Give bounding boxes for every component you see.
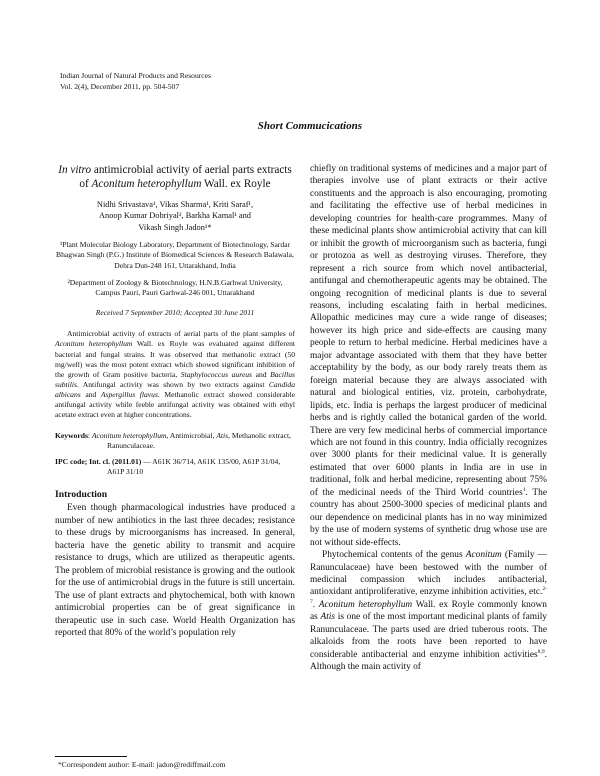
footnote-divider: [55, 756, 127, 757]
abstract: [55, 329, 295, 420]
keyword: Aconitum heterophyllum: [91, 430, 167, 440]
keywords-label: Keywords: [55, 430, 88, 440]
keyword: , Methanolic extract, Ranunculaceae.: [107, 430, 291, 450]
title-mid: antimicrobial activity of aerial parts extracts of: [79, 164, 292, 190]
body-text: . Although the main activity of: [310, 649, 547, 673]
citation: 2-7: [310, 586, 547, 605]
keywords-colon: :: [87, 430, 92, 440]
section-type: Short Commucications: [257, 120, 362, 132]
keyword: , Antimicrobial,: [166, 430, 217, 440]
common-name: Atis: [320, 612, 336, 623]
ipc-label: IPC code; Int. cl. (2011.01): [55, 457, 142, 467]
abstract-text: and: [252, 369, 271, 379]
body-text: Wall. ex Royle commonly known as: [310, 599, 547, 623]
affiliation-2: ²Department of Zoology & Biotechnology, H.N.B.Garhwal University, Campus Pauri, Pauri Garhwal-246 001, Uttarakhand: [67, 277, 283, 298]
introduction-heading: Introduction: [55, 489, 108, 501]
introduction-text: Even though pharmacological industries have produced a number of new antibiotics in the last three decades; resistance to these drugs by microorganisms has increased. In general, bacteria have the genetic ability to transmit and acquire resistance to drugs, which are utilized as therapeutic agents. The problem of microbial resistance is growing and the outlook for the use of antimicrobial drugs in the future is still uncertain. The use of plant extracts and phytochemical, both with known antimicrobial properties can be of great significance in therapeutic use in such case. World Health Organization has reported that 80% of the world’s population rely: [55, 503, 295, 638]
abstract-text: . Antifungal activity was shown by two extracts against: [76, 380, 269, 390]
abstract-fungus: Candida albicans: [55, 380, 295, 400]
abstract-text: Wall. ex Royle was evaluated against different bacterial and fungal strains. It was observed that methanolic extract (50 mg/well) was the most potent extract which showed significant inhibition of the growth of Gram positive bacteria,: [55, 339, 295, 379]
right-column: [310, 163, 547, 674]
abstract-text: Antimicrobial activity of extracts of aerial parts of the plant samples of: [67, 329, 295, 339]
body-text: is one of the most important medicinal plants of family Ranunculaceae. The parts used are dried tuberous roots. The alkaloids from the roots have been reported to have considerable antibacterial and enzyme inhibition activities: [310, 612, 547, 660]
authors-line-2: Anoop Kumar Dobriyal², Barkha Kamal¹ and: [98, 211, 251, 221]
keywords: [55, 431, 295, 451]
abstract-bacteria: Bacillus subtilis: [55, 369, 295, 390]
body-text: chiefly on traditional systems of medicines and a major part of therapies involve use of plant extracts or their active constituents and the approach is also encouraging, promoting and facilitating the effective use of herbal medicines in developing countries for health-care programmes. Many of these medicinal plants show antimicrobial activity that can kill or inhibit the growth of microorganism such as bacteria, fungi or protozoa as well as destroying viruses. Therefore, they represent a rich source from which novel antibacterial, antifungal and chemotherapeutic agents may be obtained. The ongoing recognition of medicinal plants is due to several reasons, including escalating faith in herbal medicines. Allopathic medicines may cure a wide range of diseases; however its high price and side-effects are causing many people to return to herbal medicine. Herbal medicines have a major advantage associated with them that they have better acceptability by the body, as our body rarely treats them as foreign material because they are always associated with natural and biological entities, viz. protein, carbohydrate, lipids, etc. India is perhaps the largest producer of medicinal herbs and is rightly called the botanical garden of the world. There are very few medicinal herbs of commercial importance which are not found in this country. India officially recognizes over 3000 plants for their medicinal value. It is generally estimated that over 6000 plants in India are in use in traditional, folk and herbal medicine, representing about 75% of the medicinal needs of the Third World countries: [310, 164, 547, 498]
title-end: Wall. ex Royle: [201, 178, 271, 190]
abstract-species: Aconitum heterophyllum: [55, 339, 133, 349]
correspondence-footnote: *Correspondent author: E-mail: jadon@rediffmail.com: [58, 760, 226, 769]
ipc-code: [55, 457, 295, 477]
journal-header: [60, 70, 211, 92]
title-italic: In vitro: [58, 164, 92, 176]
citation: 1: [522, 486, 526, 493]
article-title: [55, 163, 295, 191]
affiliation-1: ¹Plant Molecular Biology Laboratory, Department of Biotechnology, Sardar Bhagwan Singh (P.G.) Institute of Biomedical Sciences & Research Balawala, Dehra Dun-248 161, Uttarakhand, India: [56, 240, 294, 270]
body-text: Phytochemical contents of the genus: [322, 550, 466, 561]
ipc-value: — A61K 36/714, A61K 135/00, A61P 31/04, A61P 31/10: [107, 457, 281, 477]
abstract-bacteria: Staphylococcus aureus: [180, 369, 252, 379]
abstract-text: . Methanolic extract showed considerable antifungal activity while feeble antifungal activity was obtained with ethyl acetate extract even at higher concentrations.: [55, 390, 295, 420]
body-paragraph-1: [310, 163, 547, 549]
species-name: Aconitum heterophyllum: [318, 599, 413, 610]
left-column: [55, 163, 295, 639]
body-text: . The country has about 2500-3000 species of medicinal plants and our dependence on medicinal plants has in no way minimized by the use of modern systems of synthetic drug whose use are not without side-effects.: [310, 487, 548, 548]
title-species: Aconitum heterophyllum: [91, 178, 202, 190]
journal-name: Indian Journal of Natural Products and Resources: [60, 71, 211, 80]
keyword: Atis: [216, 430, 229, 440]
authors-line-1: Nidhi Srivastava¹, Vikas Sharma¹, Kriti Saraf¹,: [96, 200, 254, 209]
body-paragraph-2: [310, 549, 547, 674]
body-text: (Family — Ranunculaceae) have been bestowed with the number of medicinal compassion which includes antibacterial, antioxidant antiproliferative, enzyme inhibition activities, etc.: [310, 550, 548, 598]
authors-line-3: Vikash Singh Jadon¹*: [138, 222, 212, 232]
body-text: .: [312, 599, 319, 610]
genus-name: Aconitum: [465, 550, 502, 561]
journal-issue: Vol. 2(4), December 2011, pp. 504-507: [60, 82, 180, 91]
author-list: [55, 199, 295, 233]
received-dates: Received 7 September 2010; Accepted 30 June 2011: [95, 308, 255, 318]
abstract-text: and: [80, 390, 101, 400]
citation: 8,9: [537, 648, 545, 655]
abstract-fungus: Aspergillus flavus: [100, 390, 158, 400]
